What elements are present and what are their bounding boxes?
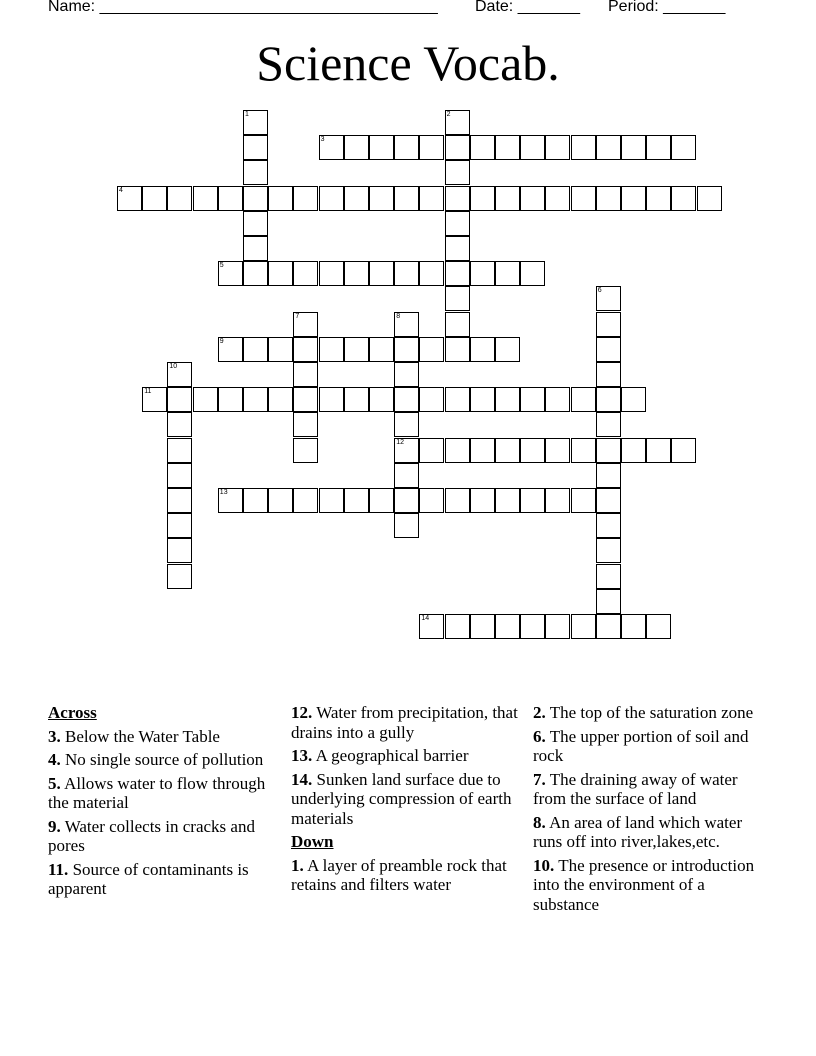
clue-across-11: 11. Source of contaminants is apparent — [48, 859, 249, 898]
crossword-cell[interactable] — [520, 438, 545, 463]
crossword-cell[interactable] — [394, 362, 419, 387]
crossword-cell[interactable] — [243, 135, 268, 160]
crossword-cell[interactable] — [571, 438, 596, 463]
crossword-cell[interactable] — [319, 186, 344, 211]
crossword-cell[interactable] — [621, 135, 646, 160]
clue-number-label: 8 — [396, 312, 401, 320]
crossword-cell[interactable] — [193, 387, 218, 412]
clue-down-7: 7. The draining away of water from the surface of land — [533, 769, 738, 808]
crossword-cell[interactable] — [646, 135, 671, 160]
crossword-cell[interactable] — [394, 463, 419, 488]
clue-across-13: 13. A geographical barrier — [291, 746, 469, 765]
clue-column-3 — [533, 703, 765, 918]
clue-column-2 — [291, 703, 523, 899]
crossword-cell[interactable] — [621, 614, 646, 639]
crossword-cell[interactable] — [243, 160, 268, 185]
crossword-cell[interactable] — [621, 438, 646, 463]
crossword-cell[interactable] — [445, 387, 470, 412]
clue-down-10: 10. The presence or introduction into the environment of a substance — [533, 855, 755, 914]
crossword-cell[interactable] — [218, 261, 243, 286]
clue-across-14: 14. Sunken land surface due to underlying compression of earth materials — [291, 769, 512, 828]
crossword-cell[interactable] — [167, 186, 192, 211]
crossword-cell[interactable] — [394, 186, 419, 211]
crossword-cell[interactable] — [596, 412, 621, 437]
down-heading: Down — [291, 832, 334, 851]
crossword-cell[interactable] — [394, 261, 419, 286]
crossword-cell[interactable] — [293, 186, 318, 211]
crossword-cell[interactable] — [167, 387, 192, 412]
crossword-cell[interactable] — [268, 387, 293, 412]
crossword-cell[interactable] — [445, 236, 470, 261]
clue-number-label: 3 — [320, 136, 325, 144]
crossword-cell[interactable] — [243, 186, 268, 211]
crossword-cell[interactable] — [369, 135, 394, 160]
crossword-cell[interactable] — [369, 387, 394, 412]
crossword-cell[interactable] — [545, 614, 570, 639]
crossword-cell[interactable] — [344, 186, 369, 211]
crossword-cell[interactable] — [470, 614, 495, 639]
crossword-cell[interactable] — [117, 186, 142, 211]
crossword-cell[interactable] — [167, 513, 192, 538]
crossword-cell[interactable] — [520, 387, 545, 412]
crossword-cell[interactable] — [445, 488, 470, 513]
crossword-cell[interactable] — [243, 337, 268, 362]
crossword-cell[interactable] — [596, 538, 621, 563]
crossword-cell[interactable] — [419, 186, 444, 211]
crossword-cell[interactable] — [545, 186, 570, 211]
crossword-cell[interactable] — [671, 438, 696, 463]
crossword-cell[interactable] — [268, 261, 293, 286]
crossword-cell[interactable] — [571, 135, 596, 160]
crossword-cell[interactable] — [167, 564, 192, 589]
crossword-cell[interactable] — [243, 236, 268, 261]
crossword-cell[interactable] — [596, 135, 621, 160]
crossword-cell[interactable] — [596, 186, 621, 211]
clue-across-9: 9. Water collects in cracks and pores — [48, 816, 255, 855]
crossword-cell[interactable] — [369, 337, 394, 362]
clue-number-label: 9 — [219, 337, 224, 345]
crossword-cell[interactable] — [596, 337, 621, 362]
crossword-cell[interactable] — [344, 261, 369, 286]
crossword-cell[interactable] — [369, 186, 394, 211]
crossword-cell[interactable] — [445, 614, 470, 639]
crossword-cell[interactable] — [596, 387, 621, 412]
crossword-cell[interactable] — [167, 362, 192, 387]
crossword-cell[interactable] — [344, 337, 369, 362]
crossword-cell[interactable] — [495, 135, 520, 160]
crossword-cell[interactable] — [218, 186, 243, 211]
page-title: Science Vocab. — [256, 35, 560, 91]
crossword-cell[interactable] — [293, 362, 318, 387]
crossword-cell[interactable] — [646, 614, 671, 639]
crossword-cell[interactable] — [646, 186, 671, 211]
crossword-cell[interactable] — [495, 186, 520, 211]
clue-number-label: 4 — [119, 186, 123, 194]
crossword-cell[interactable] — [495, 387, 520, 412]
crossword-cell[interactable] — [445, 337, 470, 362]
crossword-cell[interactable] — [470, 488, 495, 513]
crossword-cell[interactable] — [520, 261, 545, 286]
crossword-cell[interactable] — [319, 337, 344, 362]
clue-number-label: 14 — [421, 615, 430, 622]
crossword-cell[interactable] — [167, 463, 192, 488]
crossword-cell[interactable] — [470, 337, 495, 362]
crossword-cell[interactable] — [419, 387, 444, 412]
crossword-cell[interactable] — [243, 387, 268, 412]
clue-down-8: 8. An area of land which water runs off into river,lakes,etc. — [533, 812, 743, 851]
crossword-cell[interactable] — [646, 438, 671, 463]
crossword-cell[interactable] — [293, 412, 318, 437]
crossword-cell[interactable] — [319, 387, 344, 412]
crossword-cell[interactable] — [218, 337, 243, 362]
crossword-cell[interactable] — [394, 135, 419, 160]
clue-number-label: 6 — [597, 287, 602, 295]
crossword-cell[interactable] — [445, 438, 470, 463]
clue-across-4: 4. No single source of pollution — [48, 750, 264, 769]
crossword-cell[interactable] — [445, 211, 470, 236]
crossword-cell[interactable] — [520, 135, 545, 160]
crossword-cell[interactable] — [545, 387, 570, 412]
crossword-cell[interactable] — [671, 186, 696, 211]
date-field[interactable]: Date: _______ — [475, 0, 580, 15]
crossword-cell[interactable] — [571, 614, 596, 639]
crossword-cell[interactable] — [419, 261, 444, 286]
crossword-cell[interactable] — [293, 312, 318, 337]
crossword-cell[interactable] — [369, 261, 394, 286]
crossword-cell[interactable] — [142, 186, 167, 211]
clue-across-12: 12. Water from precipitation, that drains into a gully — [291, 703, 518, 742]
crossword-cell[interactable] — [394, 438, 419, 463]
crossword-cell[interactable] — [293, 261, 318, 286]
crossword-cell[interactable] — [596, 589, 621, 614]
crossword-cell[interactable] — [243, 261, 268, 286]
crossword-cell[interactable] — [470, 135, 495, 160]
crossword-cell[interactable] — [445, 135, 470, 160]
crossword-cell[interactable] — [596, 362, 621, 387]
crossword-cell[interactable] — [571, 387, 596, 412]
crossword-cell[interactable] — [319, 488, 344, 513]
crossword-cell[interactable] — [495, 488, 520, 513]
crossword-cell[interactable] — [419, 135, 444, 160]
clue-number-label: 13 — [219, 489, 228, 496]
crossword-cell[interactable] — [243, 488, 268, 513]
clue-number-label: 2 — [446, 111, 451, 118]
crossword-cell[interactable] — [319, 135, 344, 160]
crossword-cell[interactable] — [596, 488, 621, 513]
crossword-cell[interactable] — [293, 488, 318, 513]
period-field[interactable]: Period: _______ — [608, 0, 726, 15]
name-field[interactable]: Name: ______________________________________ — [48, 0, 438, 15]
clue-number-label: 5 — [219, 262, 224, 270]
crossword-cell[interactable] — [697, 186, 722, 211]
clue-down-1: 1. A layer of preamble rock that retains and filters water — [291, 855, 507, 894]
crossword-cell[interactable] — [621, 186, 646, 211]
clue-number-label: 7 — [295, 312, 300, 320]
crossword-cell[interactable] — [621, 387, 646, 412]
clue-across-5: 5. Allows water to flow through the material — [48, 773, 266, 812]
crossword-cell[interactable] — [394, 387, 419, 412]
crossword-cell[interactable] — [243, 211, 268, 236]
crossword-cell[interactable] — [596, 564, 621, 589]
crossword-cell[interactable] — [142, 387, 167, 412]
crossword-cell[interactable] — [571, 186, 596, 211]
crossword-cell[interactable] — [218, 387, 243, 412]
crossword-cell[interactable] — [571, 488, 596, 513]
crossword-cell[interactable] — [167, 438, 192, 463]
crossword-cell[interactable] — [419, 488, 444, 513]
crossword-cell[interactable] — [545, 438, 570, 463]
clue-down-2: 2. The top of the saturation zone — [533, 703, 754, 722]
crossword-cell[interactable] — [243, 110, 268, 135]
crossword-cell[interactable] — [596, 286, 621, 311]
crossword-cell[interactable] — [344, 488, 369, 513]
crossword-cell[interactable] — [167, 412, 192, 437]
crossword-cell[interactable] — [470, 387, 495, 412]
crossword-cell[interactable] — [419, 337, 444, 362]
crossword-cell[interactable] — [394, 488, 419, 513]
crossword-cell[interactable] — [419, 438, 444, 463]
crossword-cell[interactable] — [268, 488, 293, 513]
clue-number-label: 1 — [245, 111, 249, 118]
crossword-cell[interactable] — [394, 312, 419, 337]
crossword-cell[interactable] — [470, 261, 495, 286]
crossword-cell[interactable] — [495, 438, 520, 463]
crossword-cell[interactable] — [545, 488, 570, 513]
clue-number-label: 10 — [169, 363, 178, 370]
crossword-cell[interactable] — [470, 186, 495, 211]
crossword-cell[interactable] — [369, 488, 394, 513]
crossword-cell[interactable] — [394, 337, 419, 362]
crossword-cell[interactable] — [445, 160, 470, 185]
crossword-cell[interactable] — [495, 614, 520, 639]
crossword-cell[interactable] — [445, 286, 470, 311]
crossword-cell[interactable] — [293, 337, 318, 362]
crossword-cell[interactable] — [596, 463, 621, 488]
crossword-cell[interactable] — [293, 438, 318, 463]
crossword-cell[interactable] — [495, 261, 520, 286]
crossword-cell[interactable] — [167, 488, 192, 513]
across-heading: Across — [48, 703, 97, 722]
clue-across-3: 3. Below the Water Table — [48, 726, 220, 746]
crossword-cell[interactable] — [596, 513, 621, 538]
crossword-cell[interactable] — [671, 135, 696, 160]
crossword-cell[interactable] — [193, 186, 218, 211]
clue-number-label: 11 — [144, 388, 152, 396]
crossword-cell[interactable] — [470, 438, 495, 463]
crossword-cell[interactable] — [495, 337, 520, 362]
crossword-cell[interactable] — [596, 438, 621, 463]
crossword-cell[interactable] — [344, 387, 369, 412]
crossword-cell[interactable] — [545, 135, 570, 160]
crossword-cell[interactable] — [596, 312, 621, 337]
crossword-cell[interactable] — [167, 538, 192, 563]
clue-number-label: 12 — [396, 438, 404, 446]
crossword-cell[interactable] — [293, 387, 318, 412]
crossword-cell[interactable] — [394, 412, 419, 437]
crossword-cell[interactable] — [344, 135, 369, 160]
crossword-cell[interactable] — [268, 186, 293, 211]
crossword-cell[interactable] — [445, 261, 470, 286]
crossword-cell[interactable] — [218, 488, 243, 513]
crossword-cell[interactable] — [445, 186, 470, 211]
crossword-cell[interactable] — [445, 312, 470, 337]
crossword-cell[interactable] — [520, 186, 545, 211]
clue-down-6: 6. The upper portion of soil and rock — [533, 726, 749, 765]
crossword-cell[interactable] — [419, 614, 444, 639]
crossword-cell[interactable] — [520, 614, 545, 639]
crossword-cell[interactable] — [596, 614, 621, 639]
clue-column-1 — [48, 703, 280, 903]
crossword-cell[interactable] — [520, 488, 545, 513]
crossword-cell[interactable] — [394, 513, 419, 538]
crossword-cell[interactable] — [319, 261, 344, 286]
crossword-cell[interactable] — [268, 337, 293, 362]
crossword-cell[interactable] — [445, 110, 470, 135]
